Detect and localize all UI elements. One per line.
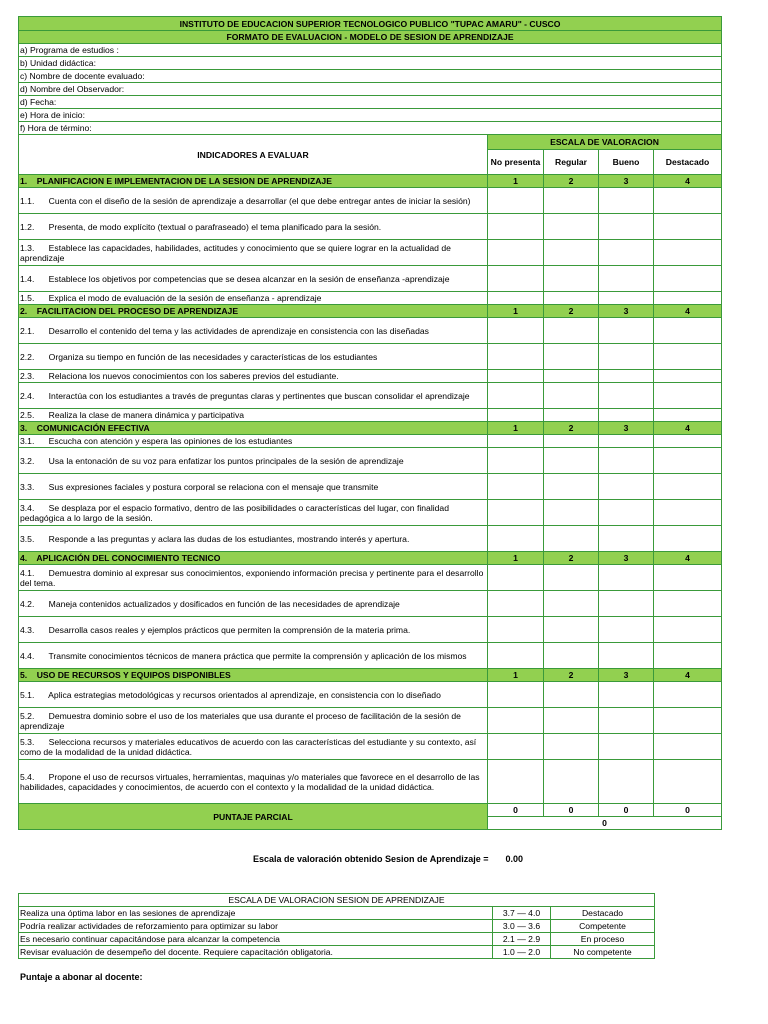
indicator-text: 5.3. Selecciona recursos y materiales educativos de acuerdo con las características del estudiante y su contexto, así como de la modalidad de la unidad didáctica. (19, 734, 488, 760)
rating-cell[interactable] (599, 214, 654, 240)
rating-cell[interactable] (544, 214, 599, 240)
info-field-hora-inicio[interactable]: e) Hora de inicio: (19, 109, 722, 122)
rating-cell[interactable] (654, 734, 722, 760)
rating-cell[interactable] (544, 240, 599, 266)
rating-cell[interactable] (654, 591, 722, 617)
rating-cell[interactable] (488, 292, 544, 305)
rating-cell[interactable] (544, 266, 599, 292)
rating-cell[interactable] (488, 617, 544, 643)
rating-cell[interactable] (544, 760, 599, 804)
info-field-unidad[interactable]: b) Unidad didáctica: (19, 57, 722, 70)
rating-cell[interactable] (654, 682, 722, 708)
info-field-observador[interactable]: d) Nombre del Observador: (19, 83, 722, 96)
rating-cell[interactable] (544, 383, 599, 409)
summary-range: 3.0 — 3.6 (493, 920, 551, 933)
indicator-text: 2.3. Relaciona los nuevos conocimientos con los saberes previos del estudiante. (19, 370, 488, 383)
indicator-text: 2.5. Realiza la clase de manera dinámica y participativa (19, 409, 488, 422)
summary-title: ESCALA DE VALORACION SESION DE APRENDIZAJE (19, 894, 655, 907)
rating-cell[interactable] (544, 500, 599, 526)
scale-number-cell: 1 (488, 422, 544, 435)
rating-cell[interactable] (654, 565, 722, 591)
rating-cell[interactable] (599, 448, 654, 474)
rating-cell[interactable] (654, 409, 722, 422)
scale-number-cell: 3 (599, 305, 654, 318)
indicator-text: 1.1. Cuenta con el diseño de la sesión de aprendizaje a desarrollar (el que debe entregar antes de iniciar la sesión) (19, 188, 488, 214)
rating-cell[interactable] (544, 474, 599, 500)
indicator-text: 3.3. Sus expresiones faciales y postura corporal se relaciona con el mensaje que transmite (19, 474, 488, 500)
puntaje-abonar-label: Puntaje a abonar al docente: (20, 972, 143, 982)
scale-number-cell: 4 (654, 305, 722, 318)
rating-cell[interactable] (654, 760, 722, 804)
indicator-text: 4.3. Desarrolla casos reales y ejemplos prácticos que permiten la comprensión de la materia prima. (19, 617, 488, 643)
partial-score-value: 0 (544, 804, 599, 817)
rating-cell[interactable] (599, 344, 654, 370)
rating-cell[interactable] (488, 708, 544, 734)
rating-cell[interactable] (654, 292, 722, 305)
rating-cell[interactable] (654, 474, 722, 500)
scale-level-no-presenta: No presenta (488, 150, 544, 175)
scale-number-cell: 4 (654, 669, 722, 682)
scale-level-regular: Regular (544, 150, 599, 175)
scale-number-cell: 2 (544, 669, 599, 682)
summary-description: Revisar evaluación de desempeño del docente. Requiere capacitación obligatoria. (19, 946, 493, 959)
rating-cell[interactable] (544, 435, 599, 448)
indicator-text: 5.1. Aplica estrategias metodológicas y recursos orientados al aprendizaje, en consistencia con lo diseñado (19, 682, 488, 708)
rating-cell[interactable] (488, 760, 544, 804)
obtained-scale-line (253, 854, 523, 864)
rating-cell[interactable] (599, 591, 654, 617)
indicator-text: 4.1. Demuestra dominio al expresar sus conocimientos, exponiendo información precisa y pertinente para el desarrollo del tema. (19, 565, 488, 591)
summary-description: Realiza una óptima labor en las sesiones de aprendizaje (19, 907, 493, 920)
summary-scale-table (18, 893, 655, 959)
indicator-text: 3.2. Usa la entonación de su voz para enfatizar los puntos principales de la sesión de aprendizaje (19, 448, 488, 474)
rating-cell[interactable] (488, 435, 544, 448)
scale-number-cell: 2 (544, 305, 599, 318)
indicator-text: 2.4. Interactúa con los estudiantes a través de preguntas claras y pertinentes que buscan consolidar el aprendizaje (19, 383, 488, 409)
rating-cell[interactable] (488, 240, 544, 266)
rating-cell[interactable] (544, 565, 599, 591)
scale-number-cell: 3 (599, 422, 654, 435)
rating-cell[interactable] (488, 266, 544, 292)
summary-range: 1.0 — 2.0 (493, 946, 551, 959)
scale-number-cell: 3 (599, 175, 654, 188)
indicators-header: INDICADORES A EVALUAR (19, 135, 488, 175)
rating-cell[interactable] (599, 370, 654, 383)
rating-cell[interactable] (544, 682, 599, 708)
rating-cell[interactable] (599, 617, 654, 643)
indicator-text: 2.2. Organiza su tiempo en función de las necesidades y características de los estudiantes (19, 344, 488, 370)
indicator-text: 3.4. Se desplaza por el espacio formativo, dentro de las posibilidades o características del lugar, con finalidad pedagógica a lo largo de la sesión. (19, 500, 488, 526)
rating-cell[interactable] (544, 734, 599, 760)
rating-cell[interactable] (654, 344, 722, 370)
scale-number-cell: 4 (654, 175, 722, 188)
rating-cell[interactable] (599, 526, 654, 552)
rating-cell[interactable] (599, 643, 654, 669)
summary-description: Podría realizar actividades de reforzamiento para optimizar su labor (19, 920, 493, 933)
scale-number-cell: 1 (488, 669, 544, 682)
obtained-scale-value: 0.00 (505, 854, 524, 864)
indicator-text: 1.5. Explica el modo de evaluación de la sesión de enseñanza - aprendizaje (19, 292, 488, 305)
rating-cell[interactable] (654, 435, 722, 448)
rating-cell[interactable] (488, 526, 544, 552)
evaluation-form-table (18, 16, 722, 830)
indicator-text: 3.5. Responde a las preguntas y aclara las dudas de los estudiantes, mostrando interés y apertura. (19, 526, 488, 552)
rating-cell[interactable] (544, 188, 599, 214)
indicator-text: 4.4. Transmite conocimientos técnicos de manera práctica que permite la comprensión y aplicación de los mismos (19, 643, 488, 669)
rating-cell[interactable] (654, 266, 722, 292)
partial-score-value: 0 (488, 804, 544, 817)
rating-cell[interactable] (599, 240, 654, 266)
indicator-text: 5.4. Propone el uso de recursos virtuales, herramientas, maquinas y/o materiales que favorece en el desarrollo de las habilidades, capacidades y conocimientos, de acuerdo con el contexto y la modalidad de la unidad didáctica. (19, 760, 488, 804)
section-title: 5. USO DE RECURSOS Y EQUIPOS DISPONIBLES (19, 669, 488, 682)
section-title: 1. PLANIFICACION E IMPLEMENTACION DE LA SESION DE APRENDIZAJE (19, 175, 488, 188)
scale-header-title: ESCALA DE VALORACION (488, 135, 722, 150)
rating-cell[interactable] (544, 318, 599, 344)
rating-cell[interactable] (654, 370, 722, 383)
scale-number-cell: 3 (599, 552, 654, 565)
info-field-programa[interactable]: a) Programa de estudios : (19, 44, 722, 57)
rating-cell[interactable] (488, 500, 544, 526)
scale-number-cell: 1 (488, 552, 544, 565)
indicator-text: 3.1. Escucha con atención y espera las opiniones de los estudiantes (19, 435, 488, 448)
rating-cell[interactable] (654, 214, 722, 240)
rating-cell[interactable] (544, 643, 599, 669)
scale-number-cell: 4 (654, 422, 722, 435)
format-title: FORMATO DE EVALUACION - MODELO DE SESION DE APRENDIZAJE (19, 31, 722, 44)
summary-level: No competente (551, 946, 655, 959)
rating-cell[interactable] (599, 435, 654, 448)
rating-cell[interactable] (488, 591, 544, 617)
rating-cell[interactable] (599, 500, 654, 526)
summary-description: Es necesario continuar capacitándose para alcanzar la competencia (19, 933, 493, 946)
rating-cell[interactable] (654, 500, 722, 526)
institution-title: INSTITUTO DE EDUCACION SUPERIOR TECNOLOGICO PUBLICO "TUPAC AMARU" - CUSCO (19, 17, 722, 31)
rating-cell[interactable] (488, 643, 544, 669)
rating-cell[interactable] (544, 448, 599, 474)
rating-cell[interactable] (488, 188, 544, 214)
section-title: 4. APLICACIÓN DEL CONOCIMIENTO TECNICO (19, 552, 488, 565)
rating-cell[interactable] (599, 292, 654, 305)
rating-cell[interactable] (544, 617, 599, 643)
rating-cell[interactable] (544, 526, 599, 552)
scale-level-bueno: Bueno (599, 150, 654, 175)
partial-score-label: PUNTAJE PARCIAL (19, 804, 488, 830)
rating-cell[interactable] (654, 448, 722, 474)
rating-cell[interactable] (488, 318, 544, 344)
rating-cell[interactable] (599, 708, 654, 734)
rating-cell[interactable] (654, 318, 722, 344)
rating-cell[interactable] (488, 682, 544, 708)
section-title: 3. COMUNICACIÓN EFECTIVA (19, 422, 488, 435)
summary-range: 3.7 — 4.0 (493, 907, 551, 920)
rating-cell[interactable] (599, 188, 654, 214)
scale-number-cell: 2 (544, 552, 599, 565)
info-field-fecha[interactable]: d) Fecha: (19, 96, 722, 109)
rating-cell[interactable] (654, 383, 722, 409)
scale-number-cell: 4 (654, 552, 722, 565)
rating-cell[interactable] (544, 708, 599, 734)
rating-cell[interactable] (599, 266, 654, 292)
rating-cell[interactable] (599, 734, 654, 760)
scale-number-cell: 3 (599, 669, 654, 682)
rating-cell[interactable] (544, 370, 599, 383)
summary-range: 2.1 — 2.9 (493, 933, 551, 946)
rating-cell[interactable] (544, 409, 599, 422)
obtained-scale-label: Escala de valoración obtenido Sesion de Aprendizaje = (253, 854, 489, 864)
rating-cell[interactable] (599, 318, 654, 344)
rating-cell[interactable] (599, 409, 654, 422)
indicator-text: 5.2. Demuestra dominio sobre el uso de los materiales que usa durante el proceso de facilitación de la sesión de aprendizaje (19, 708, 488, 734)
indicator-text: 2.1. Desarrollo el contenido del tema y las actividades de aprendizaje en consistencia con las diseñadas (19, 318, 488, 344)
section-title: 2. FACILITACION DEL PROCESO DE APRENDIZAJE (19, 305, 488, 318)
indicator-text: 4.2. Maneja contenidos actualizados y dosificados en función de las necesidades de aprendizaje (19, 591, 488, 617)
rating-cell[interactable] (488, 565, 544, 591)
rating-cell[interactable] (488, 344, 544, 370)
rating-cell[interactable] (544, 591, 599, 617)
partial-score-value: 0 (654, 804, 722, 817)
rating-cell[interactable] (488, 409, 544, 422)
rating-cell[interactable] (599, 760, 654, 804)
rating-cell[interactable] (654, 617, 722, 643)
rating-cell[interactable] (544, 292, 599, 305)
rating-cell[interactable] (599, 565, 654, 591)
rating-cell[interactable] (488, 474, 544, 500)
scale-number-cell: 1 (488, 175, 544, 188)
scale-level-destacado: Destacado (654, 150, 722, 175)
rating-cell[interactable] (488, 448, 544, 474)
indicator-text: 1.2. Presenta, de modo explícito (textual o parafraseado) el tema planificado para la sesión. (19, 214, 488, 240)
info-field-hora-termino[interactable]: f) Hora de término: (19, 122, 722, 135)
rating-cell[interactable] (599, 474, 654, 500)
rating-cell[interactable] (654, 188, 722, 214)
scale-number-cell: 1 (488, 305, 544, 318)
partial-score-total: 0 (488, 817, 722, 830)
rating-cell[interactable] (599, 383, 654, 409)
summary-level: Destacado (551, 907, 655, 920)
rating-cell[interactable] (654, 643, 722, 669)
rating-cell[interactable] (488, 734, 544, 760)
rating-cell[interactable] (488, 214, 544, 240)
rating-cell[interactable] (488, 383, 544, 409)
scale-number-cell: 2 (544, 422, 599, 435)
rating-cell[interactable] (654, 526, 722, 552)
rating-cell[interactable] (488, 370, 544, 383)
scale-number-cell: 2 (544, 175, 599, 188)
info-field-docente[interactable]: c) Nombre de docente evaluado: (19, 70, 722, 83)
rating-cell[interactable] (654, 240, 722, 266)
partial-score-value: 0 (599, 804, 654, 817)
rating-cell[interactable] (599, 682, 654, 708)
rating-cell[interactable] (654, 708, 722, 734)
rating-cell[interactable] (544, 344, 599, 370)
summary-level: Competente (551, 920, 655, 933)
indicator-text: 1.4. Establece los objetivos por competencias que se desea alcanzar en la sesión de enseñanza -aprendizaje (19, 266, 488, 292)
indicator-text: 1.3. Establece las capacidades, habilidades, actitudes y conocimiento que se quiere lograr en la actualidad de aprendizaje (19, 240, 488, 266)
summary-level: En proceso (551, 933, 655, 946)
